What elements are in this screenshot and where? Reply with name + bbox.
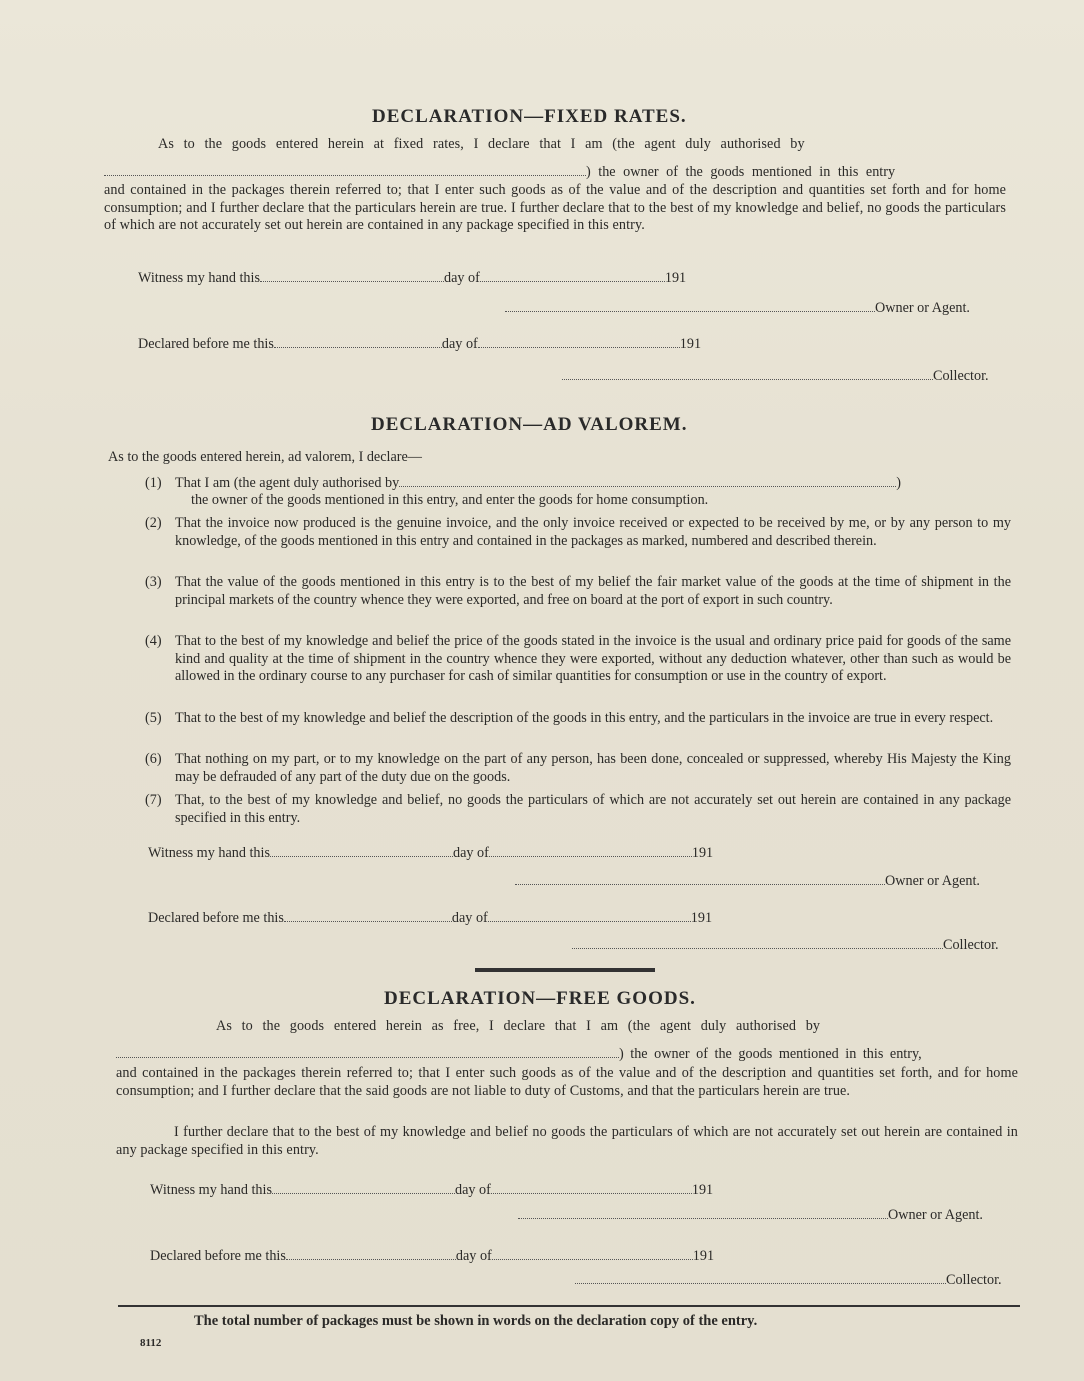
declared-month-blank[interactable] <box>488 910 691 922</box>
collector-signature-blank[interactable] <box>572 937 943 949</box>
declared-day-blank[interactable] <box>284 910 452 922</box>
free-goods-body-2: I further declare that to the best of my knowledge and belief no goods the particulars of which are not accurately set out herein are contained in any package specified in this entry. <box>116 1124 1018 1158</box>
section-divider <box>475 968 655 972</box>
free-goods-owner-line: ) the owner of the goods mentioned in this entry, <box>116 1046 922 1063</box>
witness-label: Witness my hand this <box>138 270 260 286</box>
free-collector-line: Collector. <box>575 1272 1002 1289</box>
fixed-owner-text: ) the owner of the goods mentioned in this entry <box>586 164 896 180</box>
free-owner-sign-line: Owner or Agent. <box>518 1207 983 1224</box>
day-of-label: day of <box>444 270 480 286</box>
ad-valorem-owner-sign-line: Owner or Agent. <box>515 873 980 890</box>
witness-day-blank[interactable] <box>260 270 444 282</box>
ad-valorem-item-1: (1) That I am (the agent duly authorised by ) the owner of the goods mentioned in this entry, and enter the goods for home consumption. <box>145 475 901 508</box>
agent-name-blank[interactable] <box>399 475 896 487</box>
fixed-owner-sign-line <box>505 300 970 317</box>
year-label: 191 <box>664 270 687 286</box>
ad-valorem-witness-line: Witness my hand this day of 191 <box>148 845 714 861</box>
collector-label: Collector. <box>933 368 989 384</box>
free-goods-body: and contained in the packages therein referred to; that I enter such goods as of the value and of the description and quantities set forth, and for home consumption; and I further declare that the said goods are not liable to duty of Customs, and that the particulars herein are true. <box>116 1065 1018 1099</box>
day-of-label: day of <box>441 336 478 352</box>
fixed-rates-intro: As to the goods entered herein at fixed rates, I declare that I am (the agent duly authorised by <box>158 136 805 152</box>
ad-valorem-item-3: (3) That the value of the goods mentioned in this entry is to the best of my belief the fair market value of the goods at the time of shipment in the principal markets of the country whence they were exported, and free on board at the port of export in such country. <box>145 574 1011 608</box>
ad-valorem-declared-line: Declared before me this day of 191 <box>148 910 713 926</box>
agent-name-blank[interactable] <box>116 1046 619 1058</box>
ad-valorem-item-4: (4) That to the best of my knowledge and belief the price of the goods stated in the invoice is the usual and ordinary price paid for goods of the same kind and quality at the time of shipment in the country whence they were exported, without any deduction whatever, other than such as would be allowed in the ordinary course to any purchaser for cash of similar quantities for consumption or use in the country of export. <box>145 633 1011 684</box>
free-goods-title: DECLARATION—FREE GOODS. <box>384 988 696 1009</box>
ad-valorem-item-5: (5) That to the best of my knowledge and belief the description of the goods in this entry, and the particulars in the invoice are true in every respect. <box>145 710 994 726</box>
collector-signature-blank[interactable] <box>575 1272 946 1284</box>
footer-note: The total number of packages must be shown in words on the declaration copy of the entry. <box>194 1313 758 1329</box>
declared-month-blank[interactable] <box>478 336 680 348</box>
witness-day-blank[interactable] <box>270 845 453 857</box>
ad-valorem-title: DECLARATION—AD VALOREM. <box>371 414 688 435</box>
fixed-declared-line <box>138 336 701 353</box>
free-goods-intro: As to the goods entered herein as free, I declare that I am (the agent duly authorised by <box>216 1018 821 1034</box>
witness-month-blank[interactable] <box>489 845 692 857</box>
declared-label: Declared before me this <box>138 336 274 352</box>
footer-rule <box>118 1305 1020 1307</box>
agent-name-blank[interactable] <box>104 164 586 176</box>
owner-signature-blank[interactable] <box>518 1207 888 1219</box>
free-declared-line: Declared before me this day of 191 <box>150 1248 715 1264</box>
ad-valorem-item-6: (6) That nothing on my part, or to my knowledge on the part of any person, has been done, concealed or suppressed, whereby His Majesty the King may be defrauded of any part of the duty due on the goods. <box>145 751 1011 785</box>
declared-day-blank[interactable] <box>286 1248 456 1260</box>
declared-month-blank[interactable] <box>492 1248 693 1260</box>
ad-valorem-item-7: (7) That, to the best of my knowledge and belief, no goods the particulars of which are not accurately set out herein are contained in any package specified in this entry. <box>145 792 1011 826</box>
collector-signature-blank[interactable] <box>562 368 933 380</box>
ad-valorem-intro: As to the goods entered herein, ad valorem, I declare— <box>108 449 422 465</box>
witness-day-blank[interactable] <box>272 1182 455 1194</box>
fixed-witness-line <box>138 270 686 287</box>
year-label: 191 <box>679 336 702 352</box>
form-number: 8112 <box>140 1337 162 1349</box>
owner-signature-blank[interactable] <box>515 873 885 885</box>
owner-agent-label: Owner or Agent. <box>875 300 970 316</box>
witness-month-blank[interactable] <box>491 1182 692 1194</box>
witness-month-blank[interactable] <box>480 270 665 282</box>
free-witness-line: Witness my hand this day of 191 <box>150 1182 714 1198</box>
ad-valorem-item-2: (2) That the invoice now produced is the genuine invoice, and the only invoice received or expected to be received by me, or by any person to my knowledge, of the goods mentioned in this entry and contained in the packages as marked, numbered and described therein. <box>145 515 1011 549</box>
owner-signature-blank[interactable] <box>505 300 875 312</box>
declared-day-blank[interactable] <box>274 336 442 348</box>
ad-valorem-collector-line: Collector. <box>572 937 999 954</box>
fixed-rates-owner-line <box>104 164 895 181</box>
fixed-rates-body: and contained in the packages therein referred to; that I enter such goods as of the value and of the description and quantities set forth and for home consumption; and I further declare that the particulars herein are true. I further declare that to the best of my knowledge and belief, no goods the particulars of which are not accurately set out herein are contained in any package specified in this entry. <box>104 182 1006 233</box>
fixed-rates-title: DECLARATION—FIXED RATES. <box>372 106 687 127</box>
fixed-collector-line <box>562 368 989 385</box>
